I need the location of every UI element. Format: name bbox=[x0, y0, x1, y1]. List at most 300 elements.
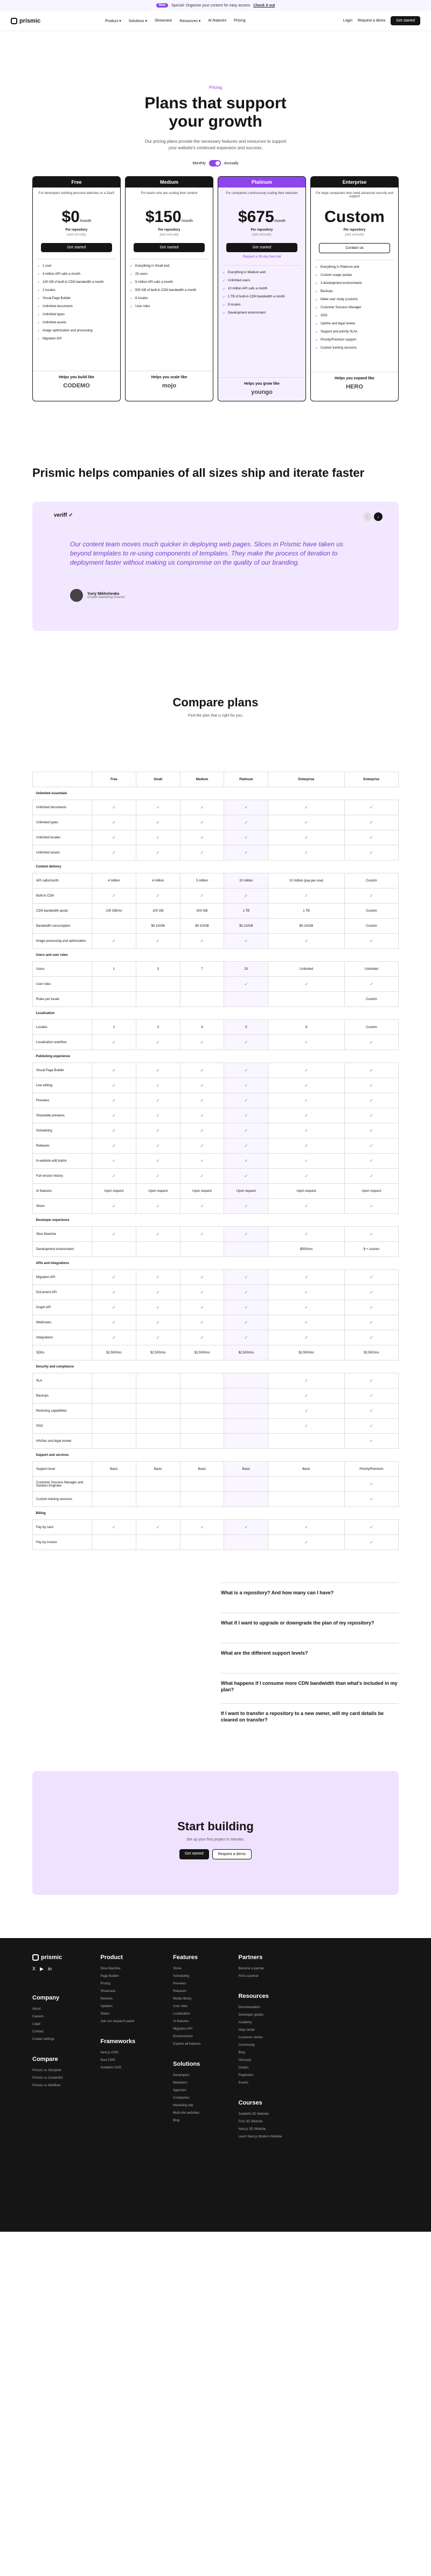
check-icon: ✓ bbox=[136, 1138, 180, 1154]
table-cell bbox=[92, 1535, 136, 1550]
check-icon: ✓ bbox=[92, 800, 136, 815]
check-icon: ✓ bbox=[268, 1078, 344, 1093]
table-row bbox=[33, 977, 399, 992]
row-label: Graph API bbox=[33, 1300, 92, 1315]
footer-link[interactable]: Explore all features bbox=[173, 2043, 201, 2046]
check-icon: ✓ bbox=[268, 1404, 344, 1419]
check-icon: ✓ bbox=[344, 934, 398, 949]
announcement-link[interactable]: Check it out bbox=[253, 3, 275, 8]
footer-link[interactable]: Media library bbox=[173, 1997, 192, 2001]
table-row bbox=[33, 1154, 399, 1169]
group-title: Support and services bbox=[33, 1449, 399, 1462]
cta-request-demo-button[interactable]: Request a demo bbox=[212, 1849, 252, 1859]
table-cell: 7 bbox=[180, 962, 224, 977]
row-label: Scheduling bbox=[33, 1123, 92, 1138]
footer-heading: Compare bbox=[32, 2056, 58, 2063]
check-icon: ✓ bbox=[180, 1520, 224, 1535]
footer-link[interactable]: Updates bbox=[100, 2005, 113, 2008]
plan-name: Free bbox=[33, 177, 120, 188]
table-row bbox=[33, 1270, 399, 1285]
next-arrow-icon[interactable]: › bbox=[374, 512, 383, 521]
footer-link[interactable]: Pricing bbox=[100, 1982, 110, 1985]
table-cell: 4 million bbox=[136, 873, 180, 888]
table-cell bbox=[136, 1535, 180, 1550]
table-cell: 3 bbox=[136, 962, 180, 977]
testimonial-quote: Our content team moves much quicker in deploying web pages. Slices in Prismic have taken us beyond templates to re-using components of templates. They make the process of iteration to deployment faster without making us compromise on the quality of our branding. bbox=[70, 540, 343, 566]
plan-feature: ✓ Customer Success Manager bbox=[315, 306, 394, 309]
footer-link[interactable]: Prismic vs Storyblok bbox=[32, 2069, 62, 2072]
check-icon: ✓ bbox=[268, 1373, 344, 1388]
billing-switch[interactable] bbox=[209, 160, 221, 166]
check-icon: ✓ bbox=[180, 888, 224, 904]
check-icon: ✓ bbox=[136, 1093, 180, 1108]
footer-link[interactable]: Nuxt CMS bbox=[100, 2059, 115, 2062]
table-cell bbox=[224, 1388, 268, 1404]
footer-link[interactable]: Releases bbox=[173, 1990, 187, 1993]
footer-link[interactable]: Localization bbox=[173, 2012, 190, 2016]
row-label: Previews bbox=[33, 1093, 92, 1108]
footer-link[interactable]: Next.js CMS bbox=[100, 2051, 119, 2054]
check-icon: ✓ bbox=[92, 1078, 136, 1093]
nav-links bbox=[105, 19, 245, 23]
footer-link[interactable]: Customer stories bbox=[238, 2036, 263, 2039]
plan-cta-button[interactable]: Get started bbox=[41, 243, 112, 252]
check-icon: ✓ bbox=[268, 815, 344, 830]
plan-footer bbox=[218, 377, 305, 401]
plan-cta-button[interactable]: Get started bbox=[226, 243, 297, 252]
group-title: Localization bbox=[33, 1007, 399, 1020]
footer-link[interactable]: Reviews bbox=[100, 1997, 113, 2001]
check-icon: ✓ bbox=[268, 1108, 344, 1123]
table-row bbox=[33, 815, 399, 830]
table-cell: Priority/Premium bbox=[344, 1462, 398, 1477]
check-icon: ✓ bbox=[180, 1199, 224, 1214]
footer-link[interactable]: Learn Next.js Modern Website bbox=[238, 2135, 282, 2138]
footer-link[interactable]: Community bbox=[238, 2044, 255, 2047]
check-icon: ✓ bbox=[224, 845, 268, 860]
check-icon: ✓ bbox=[92, 1300, 136, 1315]
check-icon: ✓ bbox=[224, 1063, 268, 1078]
footer-links bbox=[173, 2074, 200, 2122]
price-amount: $675 bbox=[238, 208, 274, 226]
footer-link[interactable]: Playbooks bbox=[238, 2074, 254, 2077]
row-label: Support level bbox=[33, 1462, 92, 1477]
footer-link[interactable]: Find a partner bbox=[238, 1975, 259, 1978]
x-icon[interactable]: X bbox=[32, 1966, 36, 1971]
plan-feature: ✓ Unlimited assets bbox=[37, 321, 116, 324]
row-label: Slices bbox=[33, 1199, 92, 1214]
plan-feature: ✓ 5 million API calls a month bbox=[130, 281, 208, 284]
brand-name: prismic bbox=[19, 17, 41, 24]
table-cell: 8 bbox=[268, 1020, 344, 1035]
plan-extra-link[interactable]: Request a 30-day free trial bbox=[242, 255, 281, 259]
nav-link-1[interactable]: Solutions ▾ bbox=[128, 19, 147, 23]
check-icon: ✓ bbox=[180, 830, 224, 845]
check-icon: ✓ bbox=[344, 1492, 398, 1507]
prismic-logo[interactable] bbox=[11, 18, 40, 24]
footer-link[interactable]: Showcase bbox=[100, 1990, 116, 1993]
check-icon: ✓ bbox=[268, 1063, 344, 1078]
footer-link[interactable]: Slice Machine bbox=[100, 1967, 121, 1970]
testimonial-author bbox=[54, 589, 377, 602]
check-icon: ✓ bbox=[180, 1138, 224, 1154]
table-cell: Basic bbox=[92, 1462, 136, 1477]
table-row bbox=[33, 1123, 399, 1138]
footer-link[interactable]: Previews bbox=[173, 1982, 186, 1985]
check-icon: ✓ bbox=[224, 1154, 268, 1169]
table-row bbox=[33, 1388, 399, 1404]
check-icon: ✓ bbox=[180, 1285, 224, 1300]
footer-link[interactable]: Next.js 3D Website bbox=[238, 2128, 266, 2131]
plan-cta-button[interactable]: Contact us bbox=[319, 243, 390, 253]
table-row bbox=[33, 1020, 399, 1035]
table-cell: Upon request bbox=[344, 1184, 398, 1199]
row-label: Bandwidth consumption bbox=[33, 919, 92, 934]
table-cell: 3 bbox=[136, 1020, 180, 1035]
footer-link[interactable]: About bbox=[32, 2008, 41, 2011]
check-icon: ✓ bbox=[224, 934, 268, 949]
check-icon: ✓ bbox=[136, 1108, 180, 1123]
customer-logo: mojo bbox=[162, 383, 177, 389]
table-cell bbox=[224, 992, 268, 1007]
row-label: Backups bbox=[33, 1388, 92, 1404]
check-icon: ✓ bbox=[136, 1123, 180, 1138]
table-cell bbox=[224, 1535, 268, 1550]
faq-item[interactable]: What is a repository? And how many can I have? bbox=[221, 1582, 399, 1613]
check-icon: ✓ bbox=[92, 1035, 136, 1050]
check-icon: ✓ bbox=[344, 1315, 398, 1330]
plan-feature: ✓ 2 locales bbox=[37, 289, 116, 292]
check-icon: ✓ bbox=[344, 800, 398, 815]
table-group-row bbox=[33, 1050, 399, 1063]
nav-link-3[interactable]: Resources ▾ bbox=[179, 19, 201, 23]
table-cell: Upon request bbox=[268, 1184, 344, 1199]
footer-links bbox=[32, 2008, 62, 2041]
compare-table bbox=[32, 772, 399, 1550]
table-cell: $ + custom bbox=[344, 1242, 398, 1257]
plan-footer bbox=[33, 371, 120, 394]
check-icon: ✓ bbox=[136, 1330, 180, 1345]
check-icon: ✓ bbox=[136, 1154, 180, 1169]
prev-arrow-icon[interactable]: ‹ bbox=[363, 512, 372, 521]
footer-link[interactable]: Agencies bbox=[173, 2089, 186, 2092]
table-cell bbox=[224, 1477, 268, 1492]
footer-link[interactable]: Cookie settings bbox=[32, 2038, 55, 2041]
nav-link-4[interactable]: AI features bbox=[208, 18, 227, 23]
footer-logo[interactable] bbox=[32, 1954, 62, 1961]
row-label: Unlimited types bbox=[33, 815, 92, 830]
table-header-row bbox=[33, 772, 399, 787]
check-icon: ✓ bbox=[344, 1035, 398, 1050]
plan-feature: ✓ Development environment bbox=[223, 311, 301, 315]
table-group-row bbox=[33, 1507, 399, 1520]
footer-links bbox=[32, 2069, 62, 2087]
plan-card-free bbox=[32, 176, 121, 401]
eyebrow: Pricing bbox=[208, 85, 223, 90]
group-title: Unlimited essentials bbox=[33, 787, 399, 800]
table-cell bbox=[180, 1477, 224, 1492]
footer-link[interactable]: Scheduling bbox=[173, 1975, 189, 1978]
price-period: /month bbox=[181, 219, 193, 223]
check-icon: ✓ bbox=[136, 1227, 180, 1242]
check-icon: ✓ bbox=[344, 1227, 398, 1242]
table-cell bbox=[180, 1419, 224, 1434]
footer-link[interactable]: Marketing site bbox=[173, 2104, 193, 2107]
footer-links bbox=[239, 1967, 282, 1978]
footer-heading: Features bbox=[173, 1954, 198, 1961]
table-row bbox=[33, 1184, 399, 1199]
footer-link[interactable]: AI features bbox=[173, 2020, 189, 2023]
check-icon: ✓ bbox=[268, 1419, 344, 1434]
footer-link[interactable]: Glossary bbox=[238, 2059, 252, 2062]
check-icon: ✓ bbox=[180, 815, 224, 830]
table-row bbox=[33, 1242, 399, 1257]
check-icon: ✓ bbox=[136, 1300, 180, 1315]
nav-link-2[interactable]: Showcase bbox=[155, 18, 172, 23]
faq-item[interactable]: What are the different support levels? bbox=[221, 1643, 399, 1673]
plan-price bbox=[37, 208, 116, 226]
footer-link[interactable]: Status bbox=[100, 2012, 110, 2016]
request-demo-link[interactable]: Request a demo bbox=[357, 19, 386, 23]
table-row bbox=[33, 919, 399, 934]
check-icon: ✓ bbox=[268, 888, 344, 904]
table-cell bbox=[180, 1434, 224, 1449]
plan-feature: ✓ Uptime and legal review bbox=[315, 322, 394, 325]
table-row bbox=[33, 1108, 399, 1123]
footer-link[interactable]: Contact bbox=[32, 2030, 44, 2033]
table-row bbox=[33, 1315, 399, 1330]
table-row bbox=[33, 1227, 399, 1242]
plan-feature: ✓ 25 users bbox=[130, 273, 208, 276]
table-cell bbox=[180, 1373, 224, 1388]
price-unit: Per repository bbox=[65, 228, 88, 232]
footer-link[interactable]: Legal bbox=[32, 2023, 40, 2026]
login-link[interactable]: Login bbox=[343, 19, 352, 23]
table-cell bbox=[180, 1388, 224, 1404]
table-cell: $2,500/mo bbox=[344, 1345, 398, 1360]
footer-link[interactable]: Documentation bbox=[238, 2006, 260, 2009]
row-label: Customer Success Manager and Solution Engineer bbox=[33, 1477, 92, 1492]
footer-heading: Resources bbox=[238, 1993, 269, 1999]
table-cell: 5 million bbox=[180, 873, 224, 888]
table-row bbox=[33, 1404, 399, 1419]
check-icon: ✓ bbox=[180, 1123, 224, 1138]
table-cell bbox=[180, 1404, 224, 1419]
footer-link[interactable]: Academy bbox=[238, 2021, 252, 2024]
row-label: Webhooks bbox=[33, 1315, 92, 1330]
customer-logo: youngo bbox=[251, 389, 273, 395]
table-row bbox=[33, 1078, 399, 1093]
plan-feature: ✓ Make user study (custom) bbox=[315, 298, 394, 301]
footer-links bbox=[100, 1967, 135, 2023]
check-icon: ✓ bbox=[180, 1300, 224, 1315]
check-icon: ✓ bbox=[344, 1419, 398, 1434]
plan-features bbox=[37, 259, 116, 366]
check-icon: ✓ bbox=[224, 815, 268, 830]
row-label: SSO bbox=[33, 1419, 92, 1434]
check-icon: ✓ bbox=[224, 1108, 268, 1123]
footer-link[interactable]: Help center bbox=[238, 2029, 255, 2032]
table-cell bbox=[136, 1477, 180, 1492]
table-cell: $0.10/GB bbox=[136, 919, 180, 934]
toggle-annually-label: Annually bbox=[224, 161, 239, 165]
cta-title: Start building bbox=[177, 1820, 254, 1833]
table-header-cell bbox=[33, 772, 92, 787]
footer-link[interactable]: Careers bbox=[32, 2015, 44, 2018]
nav-link-0[interactable]: Product ▾ bbox=[105, 19, 121, 23]
footer-link[interactable]: SvelteKit 3D Website bbox=[238, 2113, 269, 2116]
table-cell: 4 million bbox=[92, 873, 136, 888]
nav-link-5[interactable]: Pricing bbox=[234, 18, 246, 23]
check-icon: ✓ bbox=[180, 1330, 224, 1345]
footer-link[interactable]: Companies bbox=[173, 2096, 190, 2100]
check-icon: ✓ bbox=[92, 1315, 136, 1330]
table-cell bbox=[136, 1434, 180, 1449]
plan-footer-label: Helps you grow like bbox=[244, 382, 280, 386]
check-icon: ✓ bbox=[224, 888, 268, 904]
check-icon: ✓ bbox=[180, 1270, 224, 1285]
plan-feature: ✓ 10 million API calls a month bbox=[223, 287, 301, 290]
table-cell: 25 bbox=[224, 962, 268, 977]
footer-heading: Product bbox=[100, 1954, 123, 1961]
plan-name: Medium bbox=[126, 177, 213, 188]
table-row bbox=[33, 873, 399, 888]
footer-link[interactable]: SvelteKit CMS bbox=[100, 2066, 122, 2070]
get-started-button[interactable]: Get started bbox=[391, 16, 420, 25]
table-row bbox=[33, 1345, 399, 1360]
new-badge: New bbox=[156, 3, 168, 8]
table-cell: Custom bbox=[344, 919, 398, 934]
footer-link[interactable]: Prismic vs Contentful bbox=[32, 2077, 63, 2080]
plan-name: Platinum bbox=[218, 177, 305, 188]
check-icon: ✓ bbox=[268, 845, 344, 860]
footer bbox=[0, 1938, 431, 2232]
table-cell bbox=[92, 919, 136, 934]
footer-link[interactable]: Developer guides bbox=[238, 2013, 264, 2017]
table-cell: Basic bbox=[180, 1462, 224, 1477]
faq-item[interactable]: What if I want to upgrade or downgrade the plan of my repository? bbox=[221, 1613, 399, 1643]
row-label: Roles per locale bbox=[33, 992, 92, 1007]
check-icon: ✓ bbox=[92, 830, 136, 845]
check-icon: ✓ bbox=[92, 1154, 136, 1169]
table-cell: $0.10/GB bbox=[180, 919, 224, 934]
footer-link[interactable]: Guides bbox=[238, 2066, 249, 2070]
footer-link[interactable]: Migration API bbox=[173, 2028, 192, 2031]
check-icon: ✓ bbox=[224, 1270, 268, 1285]
table-cell: $2,500/mo bbox=[92, 1345, 136, 1360]
youtube-icon[interactable]: ▶ bbox=[40, 1966, 44, 1971]
veriff-logo: veriff ✓ bbox=[54, 512, 73, 518]
check-icon: ✓ bbox=[224, 1169, 268, 1184]
plan-price bbox=[223, 208, 301, 226]
table-cell: 10 million bbox=[224, 873, 268, 888]
table-row bbox=[33, 1492, 399, 1507]
faq-item[interactable]: What happens if I consume more CDN bandwidth than what's included in my plan? bbox=[221, 1673, 399, 1703]
footer-link[interactable]: Page Builder bbox=[100, 1975, 119, 1978]
table-cell: $2,500/mo bbox=[136, 1345, 180, 1360]
footer-link[interactable]: Blog bbox=[173, 2119, 180, 2122]
plan-feature: ✓ SSO bbox=[315, 314, 394, 317]
row-label: Built-in CDN bbox=[33, 888, 92, 904]
check-icon: ✓ bbox=[268, 800, 344, 815]
check-icon: ✓ bbox=[92, 934, 136, 949]
footer-link[interactable]: Slices bbox=[173, 1967, 182, 1970]
check-icon: ✓ bbox=[344, 1434, 398, 1449]
plan-feature: ✓ Custom training sessions bbox=[315, 346, 394, 350]
group-title: Security and compliance bbox=[33, 1360, 399, 1373]
announcement-text: Special: Organize your content for easy access bbox=[171, 3, 251, 8]
check-icon: ✓ bbox=[224, 1199, 268, 1214]
check-icon: ✓ bbox=[344, 1373, 398, 1388]
faq-item[interactable]: If I want to transfer a repository to a new owner, will my card details be cleared on transfer? bbox=[221, 1703, 399, 1733]
check-icon: ✓ bbox=[136, 845, 180, 860]
table-group-row bbox=[33, 1257, 399, 1270]
plan-feature: ✓ Everything in Platinum and: bbox=[315, 266, 394, 269]
author-role: Growth Marketing Director bbox=[87, 595, 126, 599]
footer-link[interactable]: Join our research panel bbox=[100, 2020, 135, 2023]
social-links bbox=[32, 1966, 62, 1972]
table-cell: $2,500/mo bbox=[268, 1345, 344, 1360]
table-cell bbox=[136, 992, 180, 1007]
check-icon: ✓ bbox=[224, 1138, 268, 1154]
table-row bbox=[33, 830, 399, 845]
table-header-cell: Enterprise bbox=[344, 772, 398, 787]
check-icon: ✓ bbox=[180, 1108, 224, 1123]
footer-link[interactable]: Developers bbox=[173, 2074, 190, 2077]
plan-feature: ✓ Everything in Small and: bbox=[130, 265, 208, 268]
plan-cta-button[interactable]: Get started bbox=[134, 243, 204, 252]
plan-feature: ✓ Unlimited users bbox=[223, 279, 301, 282]
footer-link[interactable]: Multi-site websites bbox=[173, 2112, 200, 2115]
footer-link[interactable]: Blog bbox=[238, 2051, 245, 2054]
check-icon: ✓ bbox=[180, 1154, 224, 1169]
check-icon: ✓ bbox=[268, 1123, 344, 1138]
footer-links bbox=[100, 2051, 135, 2070]
linkedin-icon[interactable]: in bbox=[47, 1966, 52, 1971]
footer-link[interactable]: Prismic vs Webflow bbox=[32, 2084, 60, 2087]
price-amount: $0 bbox=[61, 208, 80, 226]
toggle-monthly-label: Monthly bbox=[192, 161, 206, 165]
footer-link[interactable]: Events bbox=[238, 2081, 248, 2085]
group-title: Publishing experience bbox=[33, 1050, 399, 1063]
footer-link[interactable]: Become a partner bbox=[238, 1967, 265, 1970]
plan-feature: ✓ 500 GB of built-in CDN bandwidth a month bbox=[130, 289, 208, 292]
table-group-row bbox=[33, 949, 399, 962]
footer-link[interactable]: Fizzi 3D Website bbox=[238, 2120, 263, 2123]
check-icon: ✓ bbox=[92, 1093, 136, 1108]
plan-footer-label: Helps you build like bbox=[59, 376, 94, 379]
footer-link[interactable]: Environments bbox=[173, 2035, 193, 2038]
page-title: Plans that support your growth bbox=[144, 94, 287, 130]
price-period: /month bbox=[79, 219, 92, 223]
check-icon: ✓ bbox=[268, 1093, 344, 1108]
check-icon: ✓ bbox=[180, 1078, 224, 1093]
plan-description: For teams who are scaling their content bbox=[141, 192, 198, 195]
table-group-row bbox=[33, 1449, 399, 1462]
price-amount: $150 bbox=[145, 208, 182, 226]
footer-link[interactable]: Marketers bbox=[173, 2081, 187, 2085]
price-note: paid annually bbox=[345, 233, 364, 237]
footer-link[interactable]: User roles bbox=[173, 2005, 188, 2008]
plan-feature: ✓ Migration API bbox=[37, 337, 116, 341]
cta-get-started-button[interactable]: Get started bbox=[179, 1849, 209, 1859]
plan-price bbox=[130, 208, 208, 226]
price-note: paid annually bbox=[252, 233, 272, 237]
row-label: Slice Machine bbox=[33, 1227, 92, 1242]
row-label: SDKs bbox=[33, 1345, 92, 1360]
table-cell: Basic bbox=[268, 1462, 344, 1477]
check-icon: ✓ bbox=[136, 934, 180, 949]
